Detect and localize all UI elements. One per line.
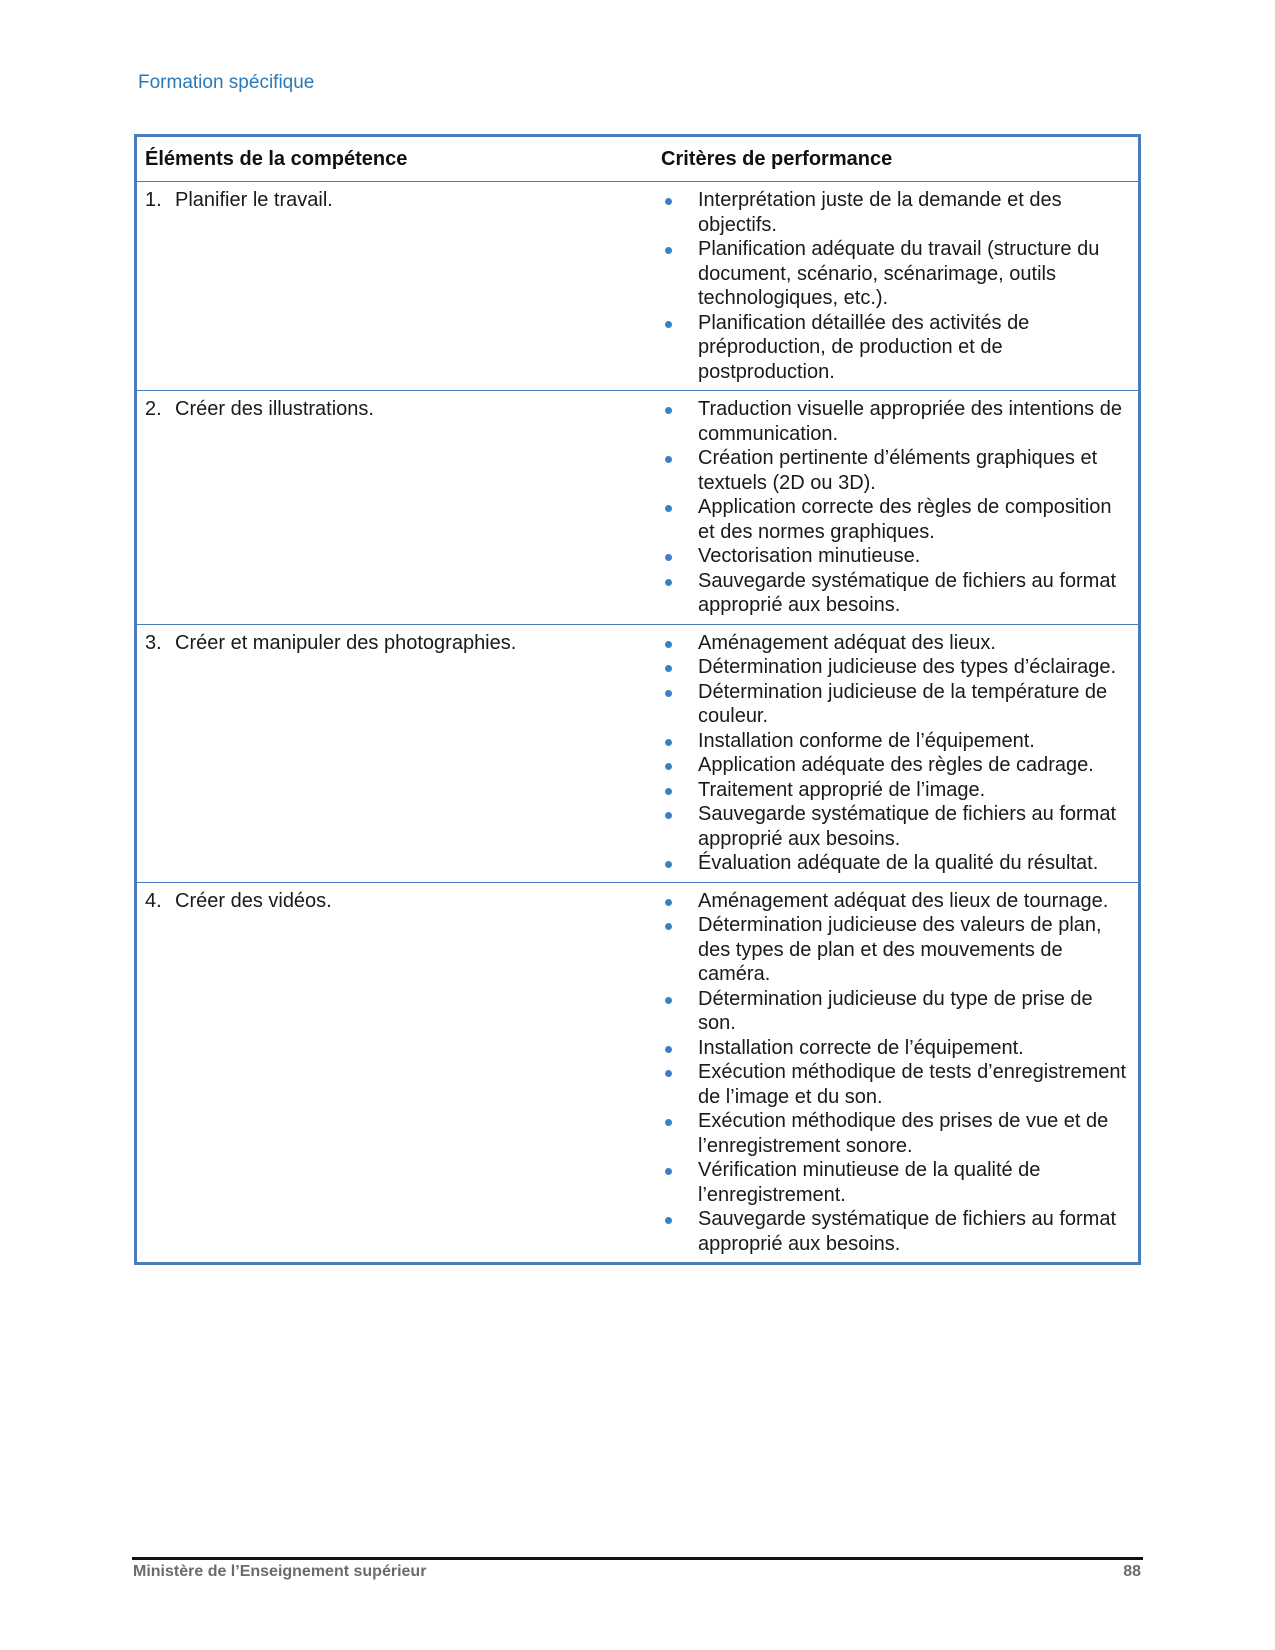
criteria-item: Interprétation juste de la demande et des objectifs. [661, 188, 1130, 237]
competence-table [134, 134, 1141, 1265]
element-text: Créer des illustrations. [175, 398, 374, 420]
bullet-icon [665, 690, 672, 697]
bullet-icon [665, 788, 672, 795]
criteria-item: Traduction visuelle appropriée des intentions de communication. [661, 397, 1130, 446]
criteria-item: Création pertinente d’éléments graphiques et textuels (2D ou 3D). [661, 446, 1130, 495]
criteria-item: Planification adéquate du travail (structure du document, scénario, scénarimage, outils technologiques, etc.). [661, 237, 1130, 311]
criteria-item: Exécution méthodique des prises de vue et de l’enregistrement sonore. [661, 1109, 1130, 1158]
bullet-icon [665, 456, 672, 463]
element-text: Planifier le travail. [175, 189, 333, 211]
bullet-icon [665, 198, 672, 205]
header-criteria: Critères de performance [653, 136, 1140, 182]
footer-divider [132, 1557, 1143, 1560]
element-number: 1. [145, 189, 162, 211]
element-text: Créer et manipuler des photographies. [175, 631, 517, 654]
table-row [136, 624, 1140, 882]
criteria-item: Sauvegarde systématique de fichiers au format approprié aux besoins. [661, 1207, 1130, 1256]
criteria-item: Application adéquate des règles de cadrage. [661, 753, 1130, 778]
criteria-item: Application correcte des règles de composition et des normes graphiques. [661, 495, 1130, 544]
element-cell [136, 182, 654, 391]
page-header-title: Formation spécifique [138, 72, 315, 93]
table-header-row [136, 136, 1140, 182]
bullet-icon [665, 763, 672, 770]
bullet-icon [665, 1070, 672, 1077]
criteria-item: Aménagement adéquat des lieux. [661, 631, 1130, 656]
criteria-cell [653, 182, 1140, 391]
criteria-item: Détermination judicieuse de la température de couleur. [661, 680, 1130, 729]
criteria-item: Évaluation adéquate de la qualité du résultat. [661, 851, 1130, 876]
criteria-item: Traitement approprié de l’image. [661, 778, 1130, 803]
criteria-item: Aménagement adéquat des lieux de tournage. [661, 889, 1130, 914]
bullet-icon [665, 641, 672, 648]
criteria-item: Vérification minutieuse de la qualité de l’enregistrement. [661, 1158, 1130, 1207]
criteria-item: Installation correcte de l’équipement. [661, 1036, 1130, 1061]
criteria-item: Installation conforme de l’équipement. [661, 729, 1130, 754]
bullet-icon [665, 1046, 672, 1053]
criteria-item: Détermination judicieuse du type de prise de son. [661, 987, 1130, 1036]
bullet-icon [665, 899, 672, 906]
bullet-icon [665, 812, 672, 819]
criteria-cell [653, 391, 1140, 625]
bullet-icon [665, 579, 672, 586]
criteria-cell [653, 882, 1140, 1264]
header-elements: Éléments de la compétence [136, 136, 654, 182]
element-number: 4. [145, 889, 162, 912]
criteria-item: Sauvegarde systématique de fichiers au format approprié aux besoins. [661, 802, 1130, 851]
element-cell [136, 391, 654, 625]
criteria-list [661, 889, 1130, 1257]
element-cell [136, 882, 654, 1264]
criteria-list [661, 188, 1130, 384]
bullet-icon [665, 1119, 672, 1126]
criteria-item: Planification détaillée des activités de préproduction, de production et de postproduction. [661, 311, 1130, 385]
bullet-icon [665, 997, 672, 1004]
element-number: 3. [145, 631, 162, 654]
bullet-icon [665, 739, 672, 746]
criteria-item: Exécution méthodique de tests d’enregistrement de l’image et du son. [661, 1060, 1130, 1109]
bullet-icon [665, 554, 672, 561]
criteria-cell [653, 624, 1140, 882]
bullet-icon [665, 665, 672, 672]
bullet-icon [665, 407, 672, 414]
table-row [136, 882, 1140, 1264]
bullet-icon [665, 923, 672, 930]
bullet-icon [665, 247, 672, 254]
bullet-icon [665, 861, 672, 868]
criteria-item: Détermination judicieuse des valeurs de plan, des types de plan et des mouvements de caméra. [661, 913, 1130, 987]
criteria-item: Détermination judicieuse des types d’éclairage. [661, 655, 1130, 680]
element-text: Créer des vidéos. [175, 889, 332, 912]
bullet-icon [665, 505, 672, 512]
table-row [136, 391, 1140, 625]
element-number: 2. [145, 398, 162, 420]
bullet-icon [665, 1217, 672, 1224]
criteria-item: Vectorisation minutieuse. [661, 544, 1130, 569]
page-number: 88 [1123, 1563, 1141, 1580]
criteria-list [661, 631, 1130, 876]
footer-ministry: Ministère de l’Enseignement supérieur [133, 1563, 427, 1580]
element-cell [136, 624, 654, 882]
criteria-list [661, 397, 1130, 618]
bullet-icon [665, 321, 672, 328]
bullet-icon [665, 1168, 672, 1175]
criteria-item: Sauvegarde systématique de fichiers au format approprié aux besoins. [661, 569, 1130, 618]
table-row [136, 182, 1140, 391]
